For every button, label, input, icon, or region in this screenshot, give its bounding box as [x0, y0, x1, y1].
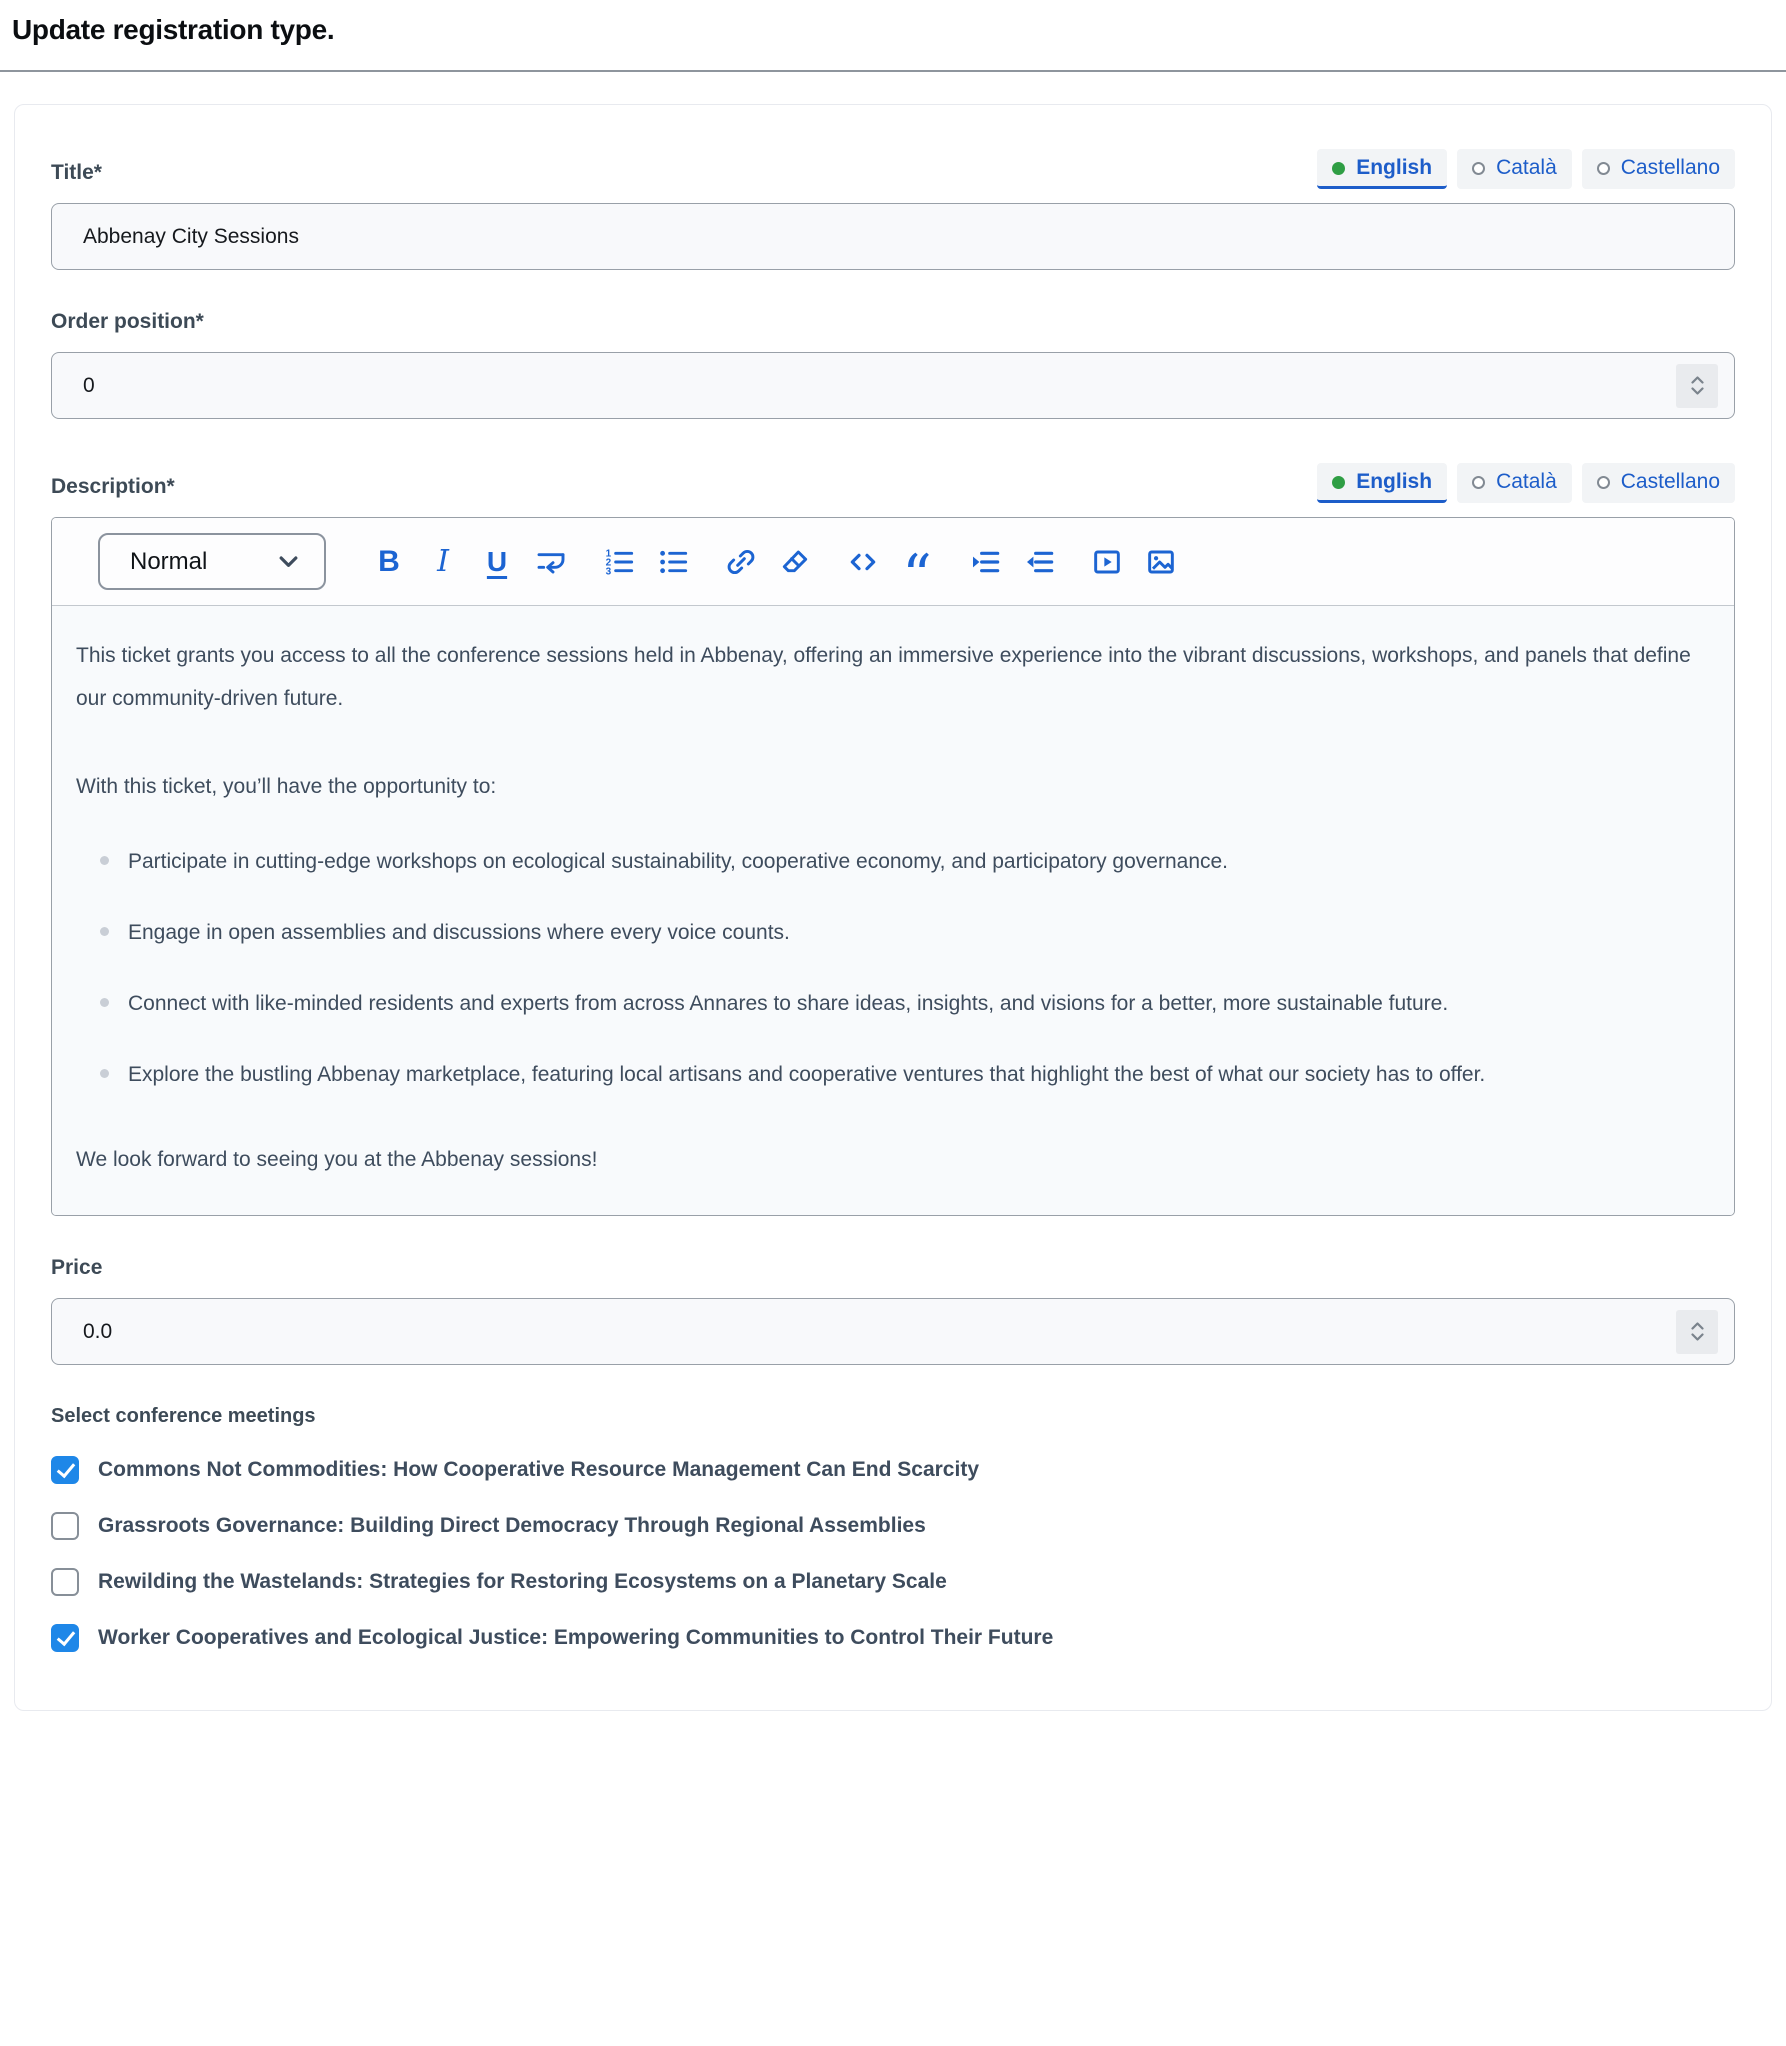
- bold-icon[interactable]: B: [372, 544, 406, 580]
- ordered-list-icon[interactable]: [602, 544, 636, 580]
- description-rich-text-editor: [51, 517, 1735, 1216]
- indent-icon[interactable]: [968, 544, 1002, 580]
- page-title: Update registration type.: [12, 14, 335, 45]
- svg-text:1: 1: [605, 548, 612, 560]
- number-stepper[interactable]: [1676, 364, 1718, 408]
- paragraph-style-select[interactable]: [98, 533, 326, 590]
- text-wrap-icon[interactable]: [534, 544, 568, 580]
- chevron-down-icon: [279, 556, 298, 568]
- description-field-label: Description*: [51, 475, 175, 498]
- radio-dot-icon: [1332, 162, 1345, 175]
- meeting-label: Grassroots Governance: Building Direct Democracy Through Regional Assemblies: [98, 1514, 926, 1538]
- price-input[interactable]: [51, 1298, 1735, 1365]
- meeting-checkbox[interactable]: [51, 1456, 79, 1484]
- bullet-item: Participate in cutting-edge workshops on ecological sustainability, cooperative economy, and participatory governance.: [100, 840, 1708, 883]
- meeting-checkbox-row[interactable]: [51, 1568, 1735, 1596]
- language-tab-label: English: [1356, 470, 1433, 493]
- video-icon[interactable]: [1090, 544, 1124, 580]
- bullet-list-icon[interactable]: [656, 544, 690, 580]
- chevron-down-icon: [1690, 387, 1705, 395]
- language-tab-label: Castellano: [1620, 470, 1720, 493]
- underline-icon[interactable]: U: [480, 544, 514, 580]
- order-position-label: Order position*: [51, 310, 204, 333]
- description-paragraph: We look forward to seeing you at the Abbenay sessions!: [76, 1148, 598, 1172]
- meeting-checkbox-row[interactable]: [51, 1456, 1735, 1484]
- description-bullet-list: [76, 840, 1708, 1096]
- title-field-label: Title*: [51, 161, 102, 184]
- radio-dot-icon: [1332, 476, 1345, 489]
- radio-dot-icon: [1472, 162, 1485, 175]
- meeting-label: Rewilding the Wastelands: Strategies for Restoring Ecosystems on a Planetary Scale: [98, 1570, 947, 1594]
- meetings-section-label: Select conference meetings: [51, 1405, 316, 1428]
- meeting-checkbox[interactable]: [51, 1512, 79, 1540]
- chevron-up-icon: [1690, 1322, 1705, 1330]
- chevron-down-icon: [1690, 1333, 1705, 1341]
- image-icon[interactable]: [1144, 544, 1178, 580]
- conference-meetings-section: [51, 1405, 1735, 1652]
- title-language-tabs: [1317, 149, 1735, 189]
- meeting-checkbox-row[interactable]: [51, 1512, 1735, 1540]
- blockquote-icon[interactable]: “: [900, 544, 934, 580]
- language-tab-catala[interactable]: [1457, 149, 1572, 189]
- radio-dot-icon: [1472, 476, 1485, 489]
- description-paragraph: With this ticket, you’ll have the opportunity to:: [76, 775, 497, 799]
- radio-dot-icon: [1597, 162, 1610, 175]
- meeting-label: Commons Not Commodities: How Cooperative Resource Management Can End Scarcity: [98, 1458, 979, 1482]
- number-stepper[interactable]: [1676, 1310, 1718, 1354]
- bullet-item: Engage in open assemblies and discussions where every voice counts.: [100, 911, 1708, 954]
- language-tab-english[interactable]: [1317, 149, 1447, 189]
- italic-icon[interactable]: I: [426, 544, 460, 580]
- language-tab-catala[interactable]: [1457, 463, 1572, 503]
- language-tab-english[interactable]: [1317, 463, 1447, 503]
- svg-text:3: 3: [605, 565, 612, 577]
- meeting-checkbox[interactable]: [51, 1568, 79, 1596]
- radio-dot-icon: [1597, 476, 1610, 489]
- editor-toolbar: [52, 518, 1734, 606]
- chevron-up-icon: [1690, 376, 1705, 384]
- price-label: Price: [51, 1256, 103, 1280]
- registration-type-form-card: [14, 104, 1772, 1711]
- description-content[interactable]: [52, 606, 1734, 1215]
- outdent-icon[interactable]: [1022, 544, 1056, 580]
- title-input[interactable]: [51, 203, 1735, 270]
- order-position-input[interactable]: [51, 352, 1735, 419]
- language-tab-label: English: [1356, 156, 1433, 179]
- meeting-checkbox[interactable]: [51, 1624, 79, 1652]
- meeting-label: Worker Cooperatives and Ecological Justice: Empowering Communities to Control Their Future: [98, 1626, 1054, 1650]
- link-icon[interactable]: [724, 544, 758, 580]
- language-tab-label: Català: [1496, 156, 1557, 179]
- meeting-checkbox-row[interactable]: [51, 1624, 1735, 1652]
- bullet-item: Explore the bustling Abbenay marketplace, featuring local artisans and cooperative ventures that highlight the best of what our society has to offer.: [100, 1053, 1708, 1096]
- bullet-item: Connect with like-minded residents and experts from across Annares to share ideas, insights, and visions for a better, more sustainable future.: [100, 982, 1708, 1025]
- language-tab-label: Castellano: [1620, 156, 1720, 179]
- eraser-clean-formatting-icon[interactable]: [778, 544, 812, 580]
- language-tab-label: Català: [1496, 470, 1557, 493]
- code-icon[interactable]: [846, 544, 880, 580]
- description-language-tabs: [1317, 463, 1735, 503]
- language-tab-castellano[interactable]: [1582, 149, 1735, 189]
- paragraph-style-value: Normal: [130, 547, 208, 575]
- description-paragraph: This ticket grants you access to all the conference sessions held in Abbenay, offering an immersive experience into the vibrant discussions, workshops, and panels that define our community-driven future.: [76, 644, 1691, 711]
- title-divider: [0, 70, 1786, 72]
- language-tab-castellano[interactable]: [1582, 463, 1735, 503]
- svg-text:2: 2: [605, 556, 612, 568]
